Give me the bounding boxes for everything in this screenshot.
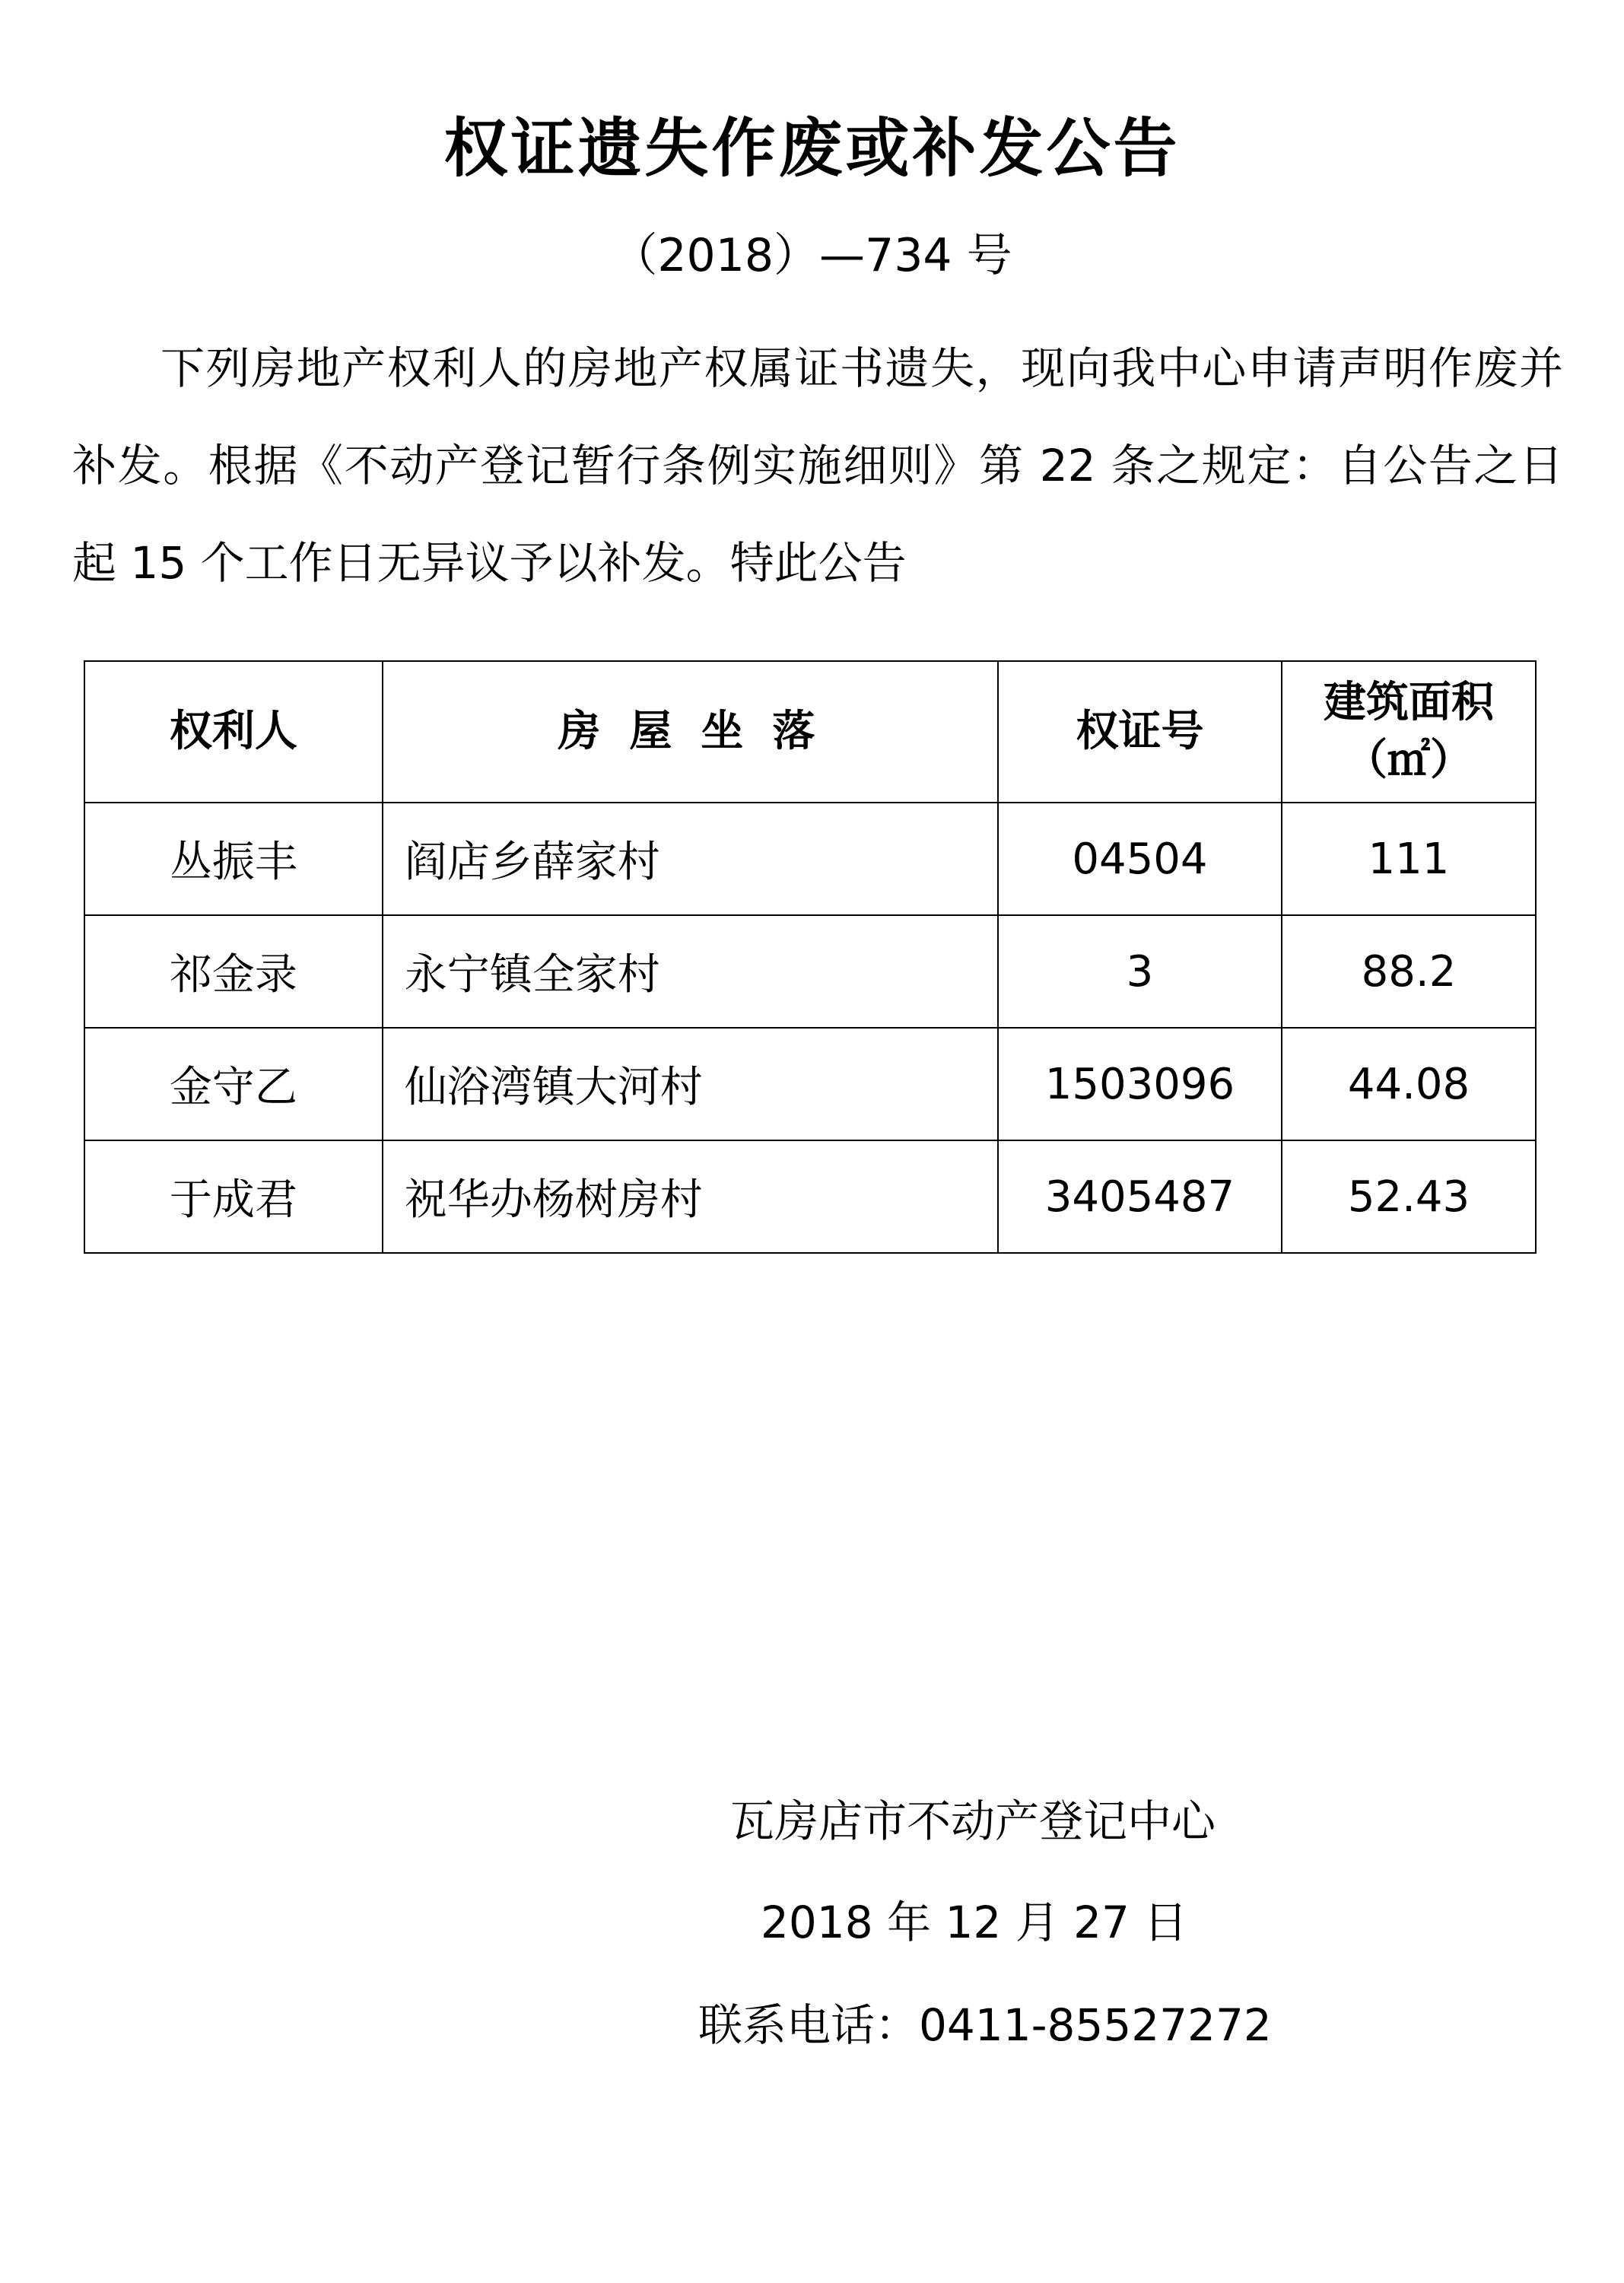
document-number: （2018）—734 号 — [612, 229, 1012, 282]
cell-location: 仙浴湾镇大河村 — [383, 1028, 998, 1140]
cell-area: 88.2 — [1282, 915, 1536, 1028]
header-location: 房屋坐落 — [383, 661, 998, 803]
page-title: 权证遗失作废或补发公告 — [443, 111, 1181, 186]
header-area-label: 建筑面积 — [1324, 678, 1494, 728]
issuer-name: 瓦房店市不动产登记中心 — [730, 1795, 1216, 1847]
header-area-unit: （㎡） — [1345, 736, 1473, 785]
cell-holder: 于成君 — [84, 1140, 383, 1253]
cell-holder: 丛振丰 — [84, 803, 383, 915]
table-row — [84, 1140, 1536, 1253]
cell-location: 祝华办杨树房村 — [383, 1140, 998, 1253]
cell-holder: 金守乙 — [84, 1028, 383, 1140]
cell-area: 111 — [1282, 803, 1536, 915]
records-table — [84, 660, 1537, 1254]
table-row — [84, 803, 1536, 915]
header-area — [1282, 661, 1536, 803]
cell-cert-no: 1503096 — [998, 1028, 1282, 1140]
announcement-body: 下列房地产权利人的房地产权属证书遗失，现向我中心申请声明作废并补发。根据《不动产登记暂行条例实施细则》第 22 条之规定：自公告之日起 15 个工作日无异议予以补发。特此公告 — [72, 342, 1563, 589]
table-row — [84, 915, 1536, 1028]
cell-cert-no: 3 — [998, 915, 1282, 1028]
cell-cert-no: 3405487 — [998, 1140, 1282, 1253]
header-cert-no: 权证号 — [998, 661, 1282, 803]
table-header-row — [84, 661, 1536, 803]
cell-location: 阎店乡薛家村 — [383, 803, 998, 915]
table-row — [84, 1028, 1536, 1140]
cell-holder: 祁金录 — [84, 915, 383, 1028]
cell-area: 52.43 — [1282, 1140, 1536, 1253]
cell-area: 44.08 — [1282, 1028, 1536, 1140]
cell-cert-no: 04504 — [998, 803, 1282, 915]
header-holder: 权利人 — [84, 661, 383, 803]
contact-phone: 联系电话：0411-85527272 — [698, 1999, 1272, 2051]
cell-location: 永宁镇全家村 — [383, 915, 998, 1028]
issue-date: 2018 年 12 月 27 日 — [761, 1897, 1188, 1948]
